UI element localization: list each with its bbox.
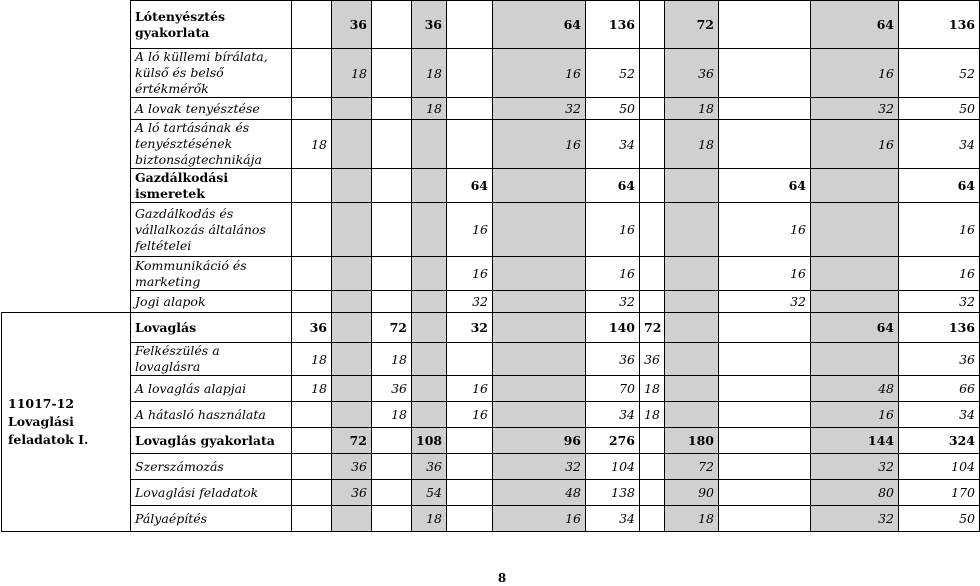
- hours-cell: [292, 480, 332, 506]
- hours-cell: [447, 480, 493, 506]
- hours-cell: [292, 402, 332, 428]
- hours-cell: 18: [412, 49, 447, 98]
- hours-cell: 16: [899, 257, 980, 291]
- table-row: [2, 480, 980, 506]
- hours-cell: [412, 203, 447, 257]
- hours-cell: 18: [665, 98, 719, 120]
- hours-cell: [372, 98, 412, 120]
- hours-cell: 52: [899, 49, 980, 98]
- hours-cell: [292, 49, 332, 98]
- hours-cell: 16: [493, 506, 586, 532]
- hours-cell: [332, 343, 372, 376]
- hours-cell: [332, 506, 372, 532]
- hours-cell: 64: [447, 169, 493, 203]
- hours-cell: 16: [493, 49, 586, 98]
- hours-cell: [332, 402, 372, 428]
- table-row: [2, 313, 980, 343]
- hours-cell: 36: [332, 1, 372, 49]
- table-body: [2, 1, 980, 532]
- hours-cell: 52: [586, 49, 640, 98]
- row-label: Gazdálkodási ismeretek: [131, 169, 292, 203]
- hours-cell: 32: [811, 98, 899, 120]
- hours-cell: [332, 169, 372, 203]
- row-label: Lovaglási feladatok: [131, 480, 292, 506]
- hours-cell: 32: [719, 291, 811, 313]
- hours-cell: [719, 480, 811, 506]
- table-row: [2, 257, 980, 291]
- hours-cell: 32: [493, 98, 586, 120]
- table-row: [2, 506, 980, 532]
- hours-cell: 34: [899, 120, 980, 169]
- hours-cell: [493, 203, 586, 257]
- hours-cell: [811, 291, 899, 313]
- hours-cell: [292, 506, 332, 532]
- hours-cell: 18: [412, 506, 447, 532]
- hours-cell: [447, 454, 493, 480]
- hours-cell: [719, 49, 811, 98]
- row-label: Gazdálkodás és vállalkozás általános feltételei: [131, 203, 292, 257]
- hours-cell: 36: [412, 1, 447, 49]
- hours-cell: 36: [412, 454, 447, 480]
- hours-cell: [292, 257, 332, 291]
- hours-cell: 136: [586, 1, 640, 49]
- hours-cell: [493, 402, 586, 428]
- hours-cell: 50: [899, 98, 980, 120]
- hours-cell: [372, 480, 412, 506]
- hours-cell: 136: [899, 1, 980, 49]
- hours-cell: [665, 203, 719, 257]
- row-label: Jogi alapok: [131, 291, 292, 313]
- hours-cell: 80: [811, 480, 899, 506]
- row-label: A ló tartásának és tenyésztésének biztonságtechnikája: [131, 120, 292, 169]
- hours-cell: [640, 1, 665, 49]
- hours-cell: [640, 291, 665, 313]
- hours-cell: 138: [586, 480, 640, 506]
- hours-cell: 34: [586, 120, 640, 169]
- hours-cell: [372, 454, 412, 480]
- hours-cell: [372, 506, 412, 532]
- hours-cell: 18: [412, 98, 447, 120]
- hours-cell: [719, 313, 811, 343]
- hours-cell: 18: [665, 120, 719, 169]
- hours-cell: [372, 120, 412, 169]
- row-label: Lótenyésztés gyakorlata: [131, 1, 292, 49]
- hours-cell: [493, 376, 586, 402]
- hours-cell: 16: [899, 203, 980, 257]
- module-code: 11017-12: [8, 396, 75, 411]
- hours-cell: [719, 1, 811, 49]
- hours-cell: 16: [719, 257, 811, 291]
- hours-cell: 66: [899, 376, 980, 402]
- hours-cell: [447, 120, 493, 169]
- hours-cell: 18: [292, 376, 332, 402]
- row-label: A lovak tenyésztése: [131, 98, 292, 120]
- hours-cell: [493, 291, 586, 313]
- module-label: [2, 313, 131, 532]
- hours-cell: 32: [586, 291, 640, 313]
- hours-cell: 64: [811, 313, 899, 343]
- hours-cell: [640, 169, 665, 203]
- hours-cell: 170: [899, 480, 980, 506]
- hours-cell: [412, 169, 447, 203]
- hours-cell: [292, 203, 332, 257]
- hours-cell: [640, 120, 665, 169]
- hours-cell: [665, 257, 719, 291]
- row-label: Szerszámozás: [131, 454, 292, 480]
- hours-cell: [292, 291, 332, 313]
- hours-cell: [372, 257, 412, 291]
- hours-cell: [332, 291, 372, 313]
- hours-cell: 104: [586, 454, 640, 480]
- hours-cell: 64: [586, 169, 640, 203]
- hours-cell: 90: [665, 480, 719, 506]
- hours-cell: [412, 257, 447, 291]
- hours-cell: [292, 169, 332, 203]
- hours-cell: 32: [493, 454, 586, 480]
- hours-cell: [447, 343, 493, 376]
- hours-cell: [811, 169, 899, 203]
- hours-cell: 36: [640, 343, 665, 376]
- hours-cell: [640, 257, 665, 291]
- table-row: [2, 343, 980, 376]
- hours-cell: 18: [372, 402, 412, 428]
- hours-cell: 18: [332, 49, 372, 98]
- hours-cell: 16: [586, 203, 640, 257]
- hours-cell: 72: [332, 428, 372, 454]
- hours-cell: [332, 120, 372, 169]
- hours-cell: [447, 428, 493, 454]
- hours-cell: 64: [493, 1, 586, 49]
- hours-cell: [372, 169, 412, 203]
- hours-cell: 16: [447, 376, 493, 402]
- hours-cell: 48: [493, 480, 586, 506]
- hours-cell: [640, 49, 665, 98]
- hours-cell: 64: [719, 169, 811, 203]
- hours-cell: [332, 313, 372, 343]
- table-row: [2, 1, 980, 49]
- hours-cell: [332, 376, 372, 402]
- hours-cell: 72: [372, 313, 412, 343]
- hours-cell: [292, 454, 332, 480]
- hours-cell: 18: [292, 343, 332, 376]
- curriculum-table: [1, 0, 980, 532]
- row-label: Lovaglás gyakorlata: [131, 428, 292, 454]
- hours-cell: [447, 49, 493, 98]
- hours-cell: 16: [447, 257, 493, 291]
- hours-cell: [719, 376, 811, 402]
- hours-cell: [412, 402, 447, 428]
- hours-cell: [447, 1, 493, 49]
- hours-cell: 54: [412, 480, 447, 506]
- module-name-line2: feladatok I.: [8, 432, 89, 447]
- hours-cell: [719, 343, 811, 376]
- hours-cell: 36: [899, 343, 980, 376]
- hours-cell: 72: [665, 454, 719, 480]
- row-label: A hátasló használata: [131, 402, 292, 428]
- hours-cell: 34: [899, 402, 980, 428]
- hours-cell: 34: [586, 402, 640, 428]
- hours-cell: 96: [493, 428, 586, 454]
- hours-cell: 16: [447, 203, 493, 257]
- table-row: [2, 120, 980, 169]
- hours-cell: [640, 203, 665, 257]
- hours-cell: 32: [811, 506, 899, 532]
- table-row: [2, 203, 980, 257]
- hours-cell: [372, 1, 412, 49]
- hours-cell: 136: [899, 313, 980, 343]
- hours-cell: 36: [332, 454, 372, 480]
- hours-cell: [493, 257, 586, 291]
- hours-cell: [493, 169, 586, 203]
- hours-cell: [332, 203, 372, 257]
- hours-cell: 48: [811, 376, 899, 402]
- hours-cell: 64: [899, 169, 980, 203]
- hours-cell: 16: [493, 120, 586, 169]
- hours-cell: [719, 402, 811, 428]
- table-row: [2, 428, 980, 454]
- hours-cell: [447, 98, 493, 120]
- table-row: [2, 291, 980, 313]
- hours-cell: [447, 506, 493, 532]
- row-label: A ló küllemi bírálata, külső és belső értékmérők: [131, 49, 292, 98]
- hours-cell: [412, 343, 447, 376]
- hours-cell: [332, 98, 372, 120]
- row-label: Pályaépítés: [131, 506, 292, 532]
- row-label: Felkészülés a lovaglásra: [131, 343, 292, 376]
- table-row: [2, 49, 980, 98]
- hours-cell: [640, 480, 665, 506]
- hours-cell: 36: [586, 343, 640, 376]
- table-row: [2, 402, 980, 428]
- hours-cell: [493, 343, 586, 376]
- hours-cell: [640, 454, 665, 480]
- hours-cell: 16: [447, 402, 493, 428]
- table-row: [2, 454, 980, 480]
- blank-cell: [2, 1, 131, 313]
- hours-cell: 180: [665, 428, 719, 454]
- hours-cell: 16: [811, 402, 899, 428]
- hours-cell: [372, 428, 412, 454]
- hours-cell: [811, 257, 899, 291]
- hours-cell: 324: [899, 428, 980, 454]
- hours-cell: [811, 343, 899, 376]
- hours-cell: 18: [665, 506, 719, 532]
- hours-cell: [412, 120, 447, 169]
- hours-cell: 104: [899, 454, 980, 480]
- hours-cell: [719, 506, 811, 532]
- hours-cell: 16: [586, 257, 640, 291]
- hours-cell: 18: [640, 376, 665, 402]
- hours-cell: [665, 402, 719, 428]
- hours-cell: 32: [447, 313, 493, 343]
- hours-cell: [493, 313, 586, 343]
- row-label: Lovaglás: [131, 313, 292, 343]
- hours-cell: 36: [292, 313, 332, 343]
- hours-cell: [292, 98, 332, 120]
- hours-cell: 16: [811, 120, 899, 169]
- hours-cell: [372, 203, 412, 257]
- hours-cell: [412, 376, 447, 402]
- hours-cell: 36: [332, 480, 372, 506]
- hours-cell: 140: [586, 313, 640, 343]
- hours-cell: [719, 454, 811, 480]
- row-label: Kommunikáció és marketing: [131, 257, 292, 291]
- hours-cell: [640, 506, 665, 532]
- hours-cell: [372, 49, 412, 98]
- hours-cell: [372, 291, 412, 313]
- table-row: [2, 376, 980, 402]
- hours-cell: 72: [665, 1, 719, 49]
- hours-cell: 64: [811, 1, 899, 49]
- hours-cell: 36: [665, 49, 719, 98]
- hours-cell: 18: [372, 343, 412, 376]
- hours-cell: 34: [586, 506, 640, 532]
- hours-cell: [665, 291, 719, 313]
- hours-cell: 32: [899, 291, 980, 313]
- hours-cell: [719, 428, 811, 454]
- hours-cell: 18: [640, 402, 665, 428]
- hours-cell: 276: [586, 428, 640, 454]
- hours-cell: [665, 169, 719, 203]
- hours-cell: [640, 98, 665, 120]
- hours-cell: [292, 1, 332, 49]
- hours-cell: 32: [811, 454, 899, 480]
- row-label: A lovaglás alapjai: [131, 376, 292, 402]
- hours-cell: 108: [412, 428, 447, 454]
- hours-cell: [412, 313, 447, 343]
- hours-cell: [665, 313, 719, 343]
- hours-cell: [811, 203, 899, 257]
- hours-cell: 16: [811, 49, 899, 98]
- page-number: 8: [497, 571, 507, 585]
- hours-cell: [665, 343, 719, 376]
- hours-cell: 16: [719, 203, 811, 257]
- hours-cell: 18: [292, 120, 332, 169]
- table-row: [2, 169, 980, 203]
- hours-cell: 32: [447, 291, 493, 313]
- hours-cell: [719, 120, 811, 169]
- hours-cell: [332, 257, 372, 291]
- hours-cell: [719, 98, 811, 120]
- hours-cell: 50: [899, 506, 980, 532]
- hours-cell: [665, 376, 719, 402]
- module-name-line1: Lovaglási: [8, 414, 74, 429]
- hours-cell: 144: [811, 428, 899, 454]
- hours-cell: 36: [372, 376, 412, 402]
- hours-cell: 50: [586, 98, 640, 120]
- hours-cell: [640, 428, 665, 454]
- hours-cell: [412, 291, 447, 313]
- hours-cell: [292, 428, 332, 454]
- table-row: [2, 98, 980, 120]
- hours-cell: 70: [586, 376, 640, 402]
- hours-cell: 72: [640, 313, 665, 343]
